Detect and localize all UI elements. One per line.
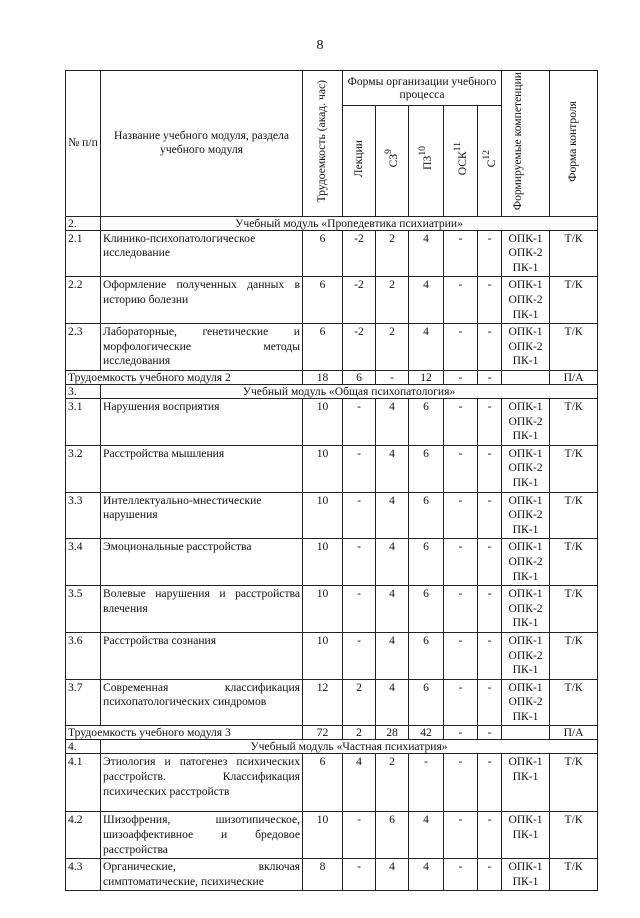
row-name: Эмоциональные расстройства: [101, 539, 303, 586]
total-sz: 28: [376, 726, 409, 740]
row-number: 2.3: [66, 324, 101, 371]
competency-code: ОПК-1: [508, 813, 543, 827]
row-pz: 4: [409, 812, 444, 859]
total-competencies: [502, 371, 550, 385]
competency-code: ПК-1: [512, 709, 539, 723]
row-s: -: [478, 277, 502, 324]
table-row: [66, 539, 598, 586]
row-pz: 4: [409, 859, 444, 891]
row-control: Т/К: [550, 859, 598, 891]
competency-code: ОПК-1: [508, 446, 543, 460]
row-labor: 6: [303, 277, 343, 324]
table-row: [66, 399, 598, 446]
competency-code: ОПК-1: [508, 755, 543, 769]
row-number: 3.7: [66, 679, 101, 726]
row-osk: -: [444, 399, 478, 446]
row-pz: 6: [409, 586, 444, 633]
row-competencies: [502, 277, 550, 324]
row-competencies: [502, 586, 550, 633]
row-control: Т/К: [550, 324, 598, 371]
row-pz: -: [409, 754, 444, 812]
competency-code: ОПК-1: [508, 493, 543, 507]
table-row: [66, 679, 598, 726]
row-s: -: [478, 812, 502, 859]
total-control: П/А: [550, 371, 598, 385]
row-number: 4.2: [66, 812, 101, 859]
total-osk: -: [444, 371, 478, 385]
row-labor: 8: [303, 859, 343, 891]
competency-code: ОПК-2: [508, 414, 543, 428]
row-s: -: [478, 586, 502, 633]
total-lectures: 6: [343, 371, 376, 385]
total-labor: 72: [303, 726, 343, 740]
row-name: Волевые нарушения и расстройства влечения: [101, 586, 303, 633]
module-total-row: [66, 726, 598, 740]
row-name: Шизофрения, шизотипическое, шизоаффективное и бредовое расстройства: [101, 812, 303, 859]
row-lectures: -: [343, 445, 376, 492]
row-name: Оформление полученных данных в историю болезни: [101, 277, 303, 324]
row-labor: 6: [303, 230, 343, 277]
row-lectures: -: [343, 859, 376, 891]
row-s: -: [478, 679, 502, 726]
row-control: Т/К: [550, 230, 598, 277]
row-control: Т/К: [550, 539, 598, 586]
row-lectures: -2: [343, 230, 376, 277]
row-pz: 6: [409, 632, 444, 679]
row-osk: -: [444, 812, 478, 859]
header-labor: Трудоемкость (акад. час): [315, 79, 329, 203]
section-number: 2.: [66, 216, 101, 230]
row-osk: -: [444, 277, 478, 324]
competency-code: ПК-1: [512, 307, 539, 321]
table-row: [66, 492, 598, 539]
row-sz: 4: [376, 859, 409, 891]
row-osk: -: [444, 445, 478, 492]
row-number: 2.1: [66, 230, 101, 277]
section-title: Учебный модуль «Пропедевтика психиатрии»: [101, 216, 598, 230]
row-sz: 2: [376, 230, 409, 277]
row-labor: 10: [303, 539, 343, 586]
row-s: -: [478, 399, 502, 446]
row-sz: 2: [376, 324, 409, 371]
total-lectures: 2: [343, 726, 376, 740]
row-number: 3.1: [66, 399, 101, 446]
competency-code: ПК-1: [512, 569, 539, 583]
table-row: [66, 859, 598, 891]
table-row: [66, 754, 598, 812]
row-pz: 6: [409, 445, 444, 492]
row-name: Клинико-психопатологическое исследование: [101, 230, 303, 277]
row-pz: 6: [409, 399, 444, 446]
competency-code: ОПК-2: [508, 648, 543, 662]
competency-code: ОПК-1: [508, 278, 543, 292]
row-lectures: -: [343, 812, 376, 859]
row-lectures: 4: [343, 754, 376, 812]
competency-code: ОПК-1: [508, 587, 543, 601]
total-label: Трудоемкость учебного модуля 3: [66, 726, 303, 740]
row-name: Органические, включая симптоматические, психические: [101, 859, 303, 891]
header-competencies: Формируемые компетенции: [510, 72, 524, 211]
header-name: Название учебного модуля, раздела учебного модуля: [101, 71, 303, 217]
row-labor: 10: [303, 492, 343, 539]
row-labor: 12: [303, 679, 343, 726]
competency-code: ПК-1: [512, 260, 539, 274]
competency-code: ОПК-2: [508, 293, 543, 307]
competency-code: ПК-1: [512, 874, 539, 888]
total-competencies: [502, 726, 550, 740]
row-name: Расстройства сознания: [101, 632, 303, 679]
row-sz: 4: [376, 445, 409, 492]
competency-code: ОПК-2: [508, 461, 543, 475]
row-number: 3.3: [66, 492, 101, 539]
row-control: Т/К: [550, 399, 598, 446]
row-s: -: [478, 445, 502, 492]
row-labor: 6: [303, 324, 343, 371]
row-competencies: [502, 812, 550, 859]
module-total-row: [66, 371, 598, 385]
table-row: [66, 230, 598, 277]
row-sz: 6: [376, 812, 409, 859]
page-number: 8: [316, 38, 324, 53]
row-sz: 4: [376, 492, 409, 539]
competency-code: ОПК-1: [508, 680, 543, 694]
total-control: П/А: [550, 726, 598, 740]
section-title: Учебный модуль «Частная психиатрия»: [101, 740, 598, 754]
total-pz: 42: [409, 726, 444, 740]
row-s: -: [478, 632, 502, 679]
row-s: -: [478, 859, 502, 891]
row-control: Т/К: [550, 445, 598, 492]
competency-code: ОПК-2: [508, 508, 543, 522]
row-number: 4.1: [66, 754, 101, 812]
header-osk: ОСК$^{11}$: [451, 141, 469, 176]
row-lectures: -: [343, 399, 376, 446]
row-control: Т/К: [550, 586, 598, 633]
row-sz: 2: [376, 277, 409, 324]
row-sz: 2: [376, 754, 409, 812]
row-number: 3.6: [66, 632, 101, 679]
row-osk: -: [444, 230, 478, 277]
table-row: [66, 586, 598, 633]
row-osk: -: [444, 539, 478, 586]
row-labor: 10: [303, 445, 343, 492]
row-control: Т/К: [550, 812, 598, 859]
total-s: -: [478, 371, 502, 385]
row-control: Т/К: [550, 492, 598, 539]
row-pz: 6: [409, 492, 444, 539]
row-number: 3.2: [66, 445, 101, 492]
table-row: [66, 324, 598, 371]
row-lectures: -2: [343, 277, 376, 324]
row-s: -: [478, 324, 502, 371]
row-osk: -: [444, 679, 478, 726]
table-row: [66, 277, 598, 324]
row-sz: 4: [376, 399, 409, 446]
row-competencies: [502, 492, 550, 539]
competency-code: ПК-1: [512, 522, 539, 536]
row-control: Т/К: [550, 277, 598, 324]
row-name: Современная классификация психопатологических синдромов: [101, 679, 303, 726]
competency-code: ПК-1: [512, 828, 539, 842]
total-osk: -: [444, 726, 478, 740]
row-osk: -: [444, 586, 478, 633]
total-pz: 12: [409, 371, 444, 385]
total-sz: -: [376, 371, 409, 385]
row-number: 2.2: [66, 277, 101, 324]
row-labor: 10: [303, 586, 343, 633]
row-lectures: -2: [343, 324, 376, 371]
row-competencies: [502, 632, 550, 679]
competency-code: ПК-1: [512, 429, 539, 443]
row-pz: 4: [409, 230, 444, 277]
row-lectures: -: [343, 632, 376, 679]
header-num: № п/п: [66, 71, 101, 217]
row-competencies: [502, 859, 550, 891]
row-competencies: [502, 399, 550, 446]
section-number: 4.: [66, 740, 101, 754]
table-row: [66, 445, 598, 492]
row-name: Этиология и патогенез психических расстройств. Классификация психических расстройств: [101, 754, 303, 812]
header-sz: $СЗ^9$: [383, 149, 401, 168]
section-header-row: [66, 385, 598, 399]
competency-code: ПК-1: [512, 616, 539, 630]
row-control: Т/К: [550, 754, 598, 812]
total-s: -: [478, 726, 502, 740]
row-lectures: -: [343, 586, 376, 633]
header-forms-group: Формы организации учебного процесса: [343, 71, 502, 106]
row-number: 3.4: [66, 539, 101, 586]
section-title: Учебный модуль «Общая психопатология»: [101, 385, 598, 399]
competency-code: ОПК-1: [508, 540, 543, 554]
curriculum-table: [65, 70, 598, 891]
row-s: -: [478, 230, 502, 277]
row-labor: 6: [303, 754, 343, 812]
row-competencies: [502, 230, 550, 277]
competency-code: ОПК-2: [508, 339, 543, 353]
row-name: Расстройства мышления: [101, 445, 303, 492]
row-sz: 4: [376, 632, 409, 679]
row-pz: 4: [409, 277, 444, 324]
row-competencies: [502, 539, 550, 586]
total-label: Трудоемкость учебного модуля 2: [66, 371, 303, 385]
row-labor: 10: [303, 399, 343, 446]
competency-code: ОПК-1: [508, 633, 543, 647]
header-pz: ПЗ$^{10}$: [417, 146, 435, 171]
row-osk: -: [444, 754, 478, 812]
row-sz: 4: [376, 586, 409, 633]
row-lectures: -: [343, 539, 376, 586]
competency-code: ПК-1: [512, 475, 539, 489]
section-header-row: [66, 740, 598, 754]
row-s: -: [478, 539, 502, 586]
row-osk: -: [444, 632, 478, 679]
competency-code: ПК-1: [512, 663, 539, 677]
row-competencies: [502, 679, 550, 726]
competency-code: ОПК-2: [508, 246, 543, 260]
competency-code: ОПК-2: [508, 601, 543, 615]
row-labor: 10: [303, 632, 343, 679]
section-header-row: [66, 216, 598, 230]
row-number: 4.3: [66, 859, 101, 891]
row-s: -: [478, 754, 502, 812]
row-osk: -: [444, 859, 478, 891]
header-control: Форма контроля: [566, 100, 580, 182]
row-sz: 4: [376, 539, 409, 586]
row-name: Лабораторные, генетические и морфологические методы исследования: [101, 324, 303, 371]
row-pz: 6: [409, 539, 444, 586]
competency-code: ПК-1: [512, 354, 539, 368]
row-name: Нарушения восприятия: [101, 399, 303, 446]
row-labor: 10: [303, 812, 343, 859]
competency-code: ОПК-2: [508, 554, 543, 568]
row-name: Интеллектуально-мнестические нарушения: [101, 492, 303, 539]
section-number: 3.: [66, 385, 101, 399]
header-lectures: Лекции: [351, 139, 365, 177]
row-competencies: [502, 324, 550, 371]
competency-code: ОПК-1: [508, 860, 543, 874]
total-labor: 18: [303, 371, 343, 385]
row-competencies: [502, 445, 550, 492]
competency-code: ОПК-1: [508, 400, 543, 413]
row-pz: 4: [409, 324, 444, 371]
competency-code: ОПК-1: [508, 231, 543, 245]
competency-code: ОПК-2: [508, 695, 543, 709]
row-lectures: -: [343, 492, 376, 539]
row-pz: 6: [409, 679, 444, 726]
header-s: $С^{12}$: [481, 149, 498, 168]
table-row: [66, 812, 598, 859]
row-number: 3.5: [66, 586, 101, 633]
row-osk: -: [444, 324, 478, 371]
row-sz: 4: [376, 679, 409, 726]
table-row: [66, 632, 598, 679]
row-osk: -: [444, 492, 478, 539]
row-s: -: [478, 492, 502, 539]
competency-code: ПК-1: [512, 770, 539, 784]
row-lectures: 2: [343, 679, 376, 726]
row-control: Т/К: [550, 632, 598, 679]
row-competencies: [502, 754, 550, 812]
row-control: Т/К: [550, 679, 598, 726]
competency-code: ОПК-1: [508, 325, 543, 339]
